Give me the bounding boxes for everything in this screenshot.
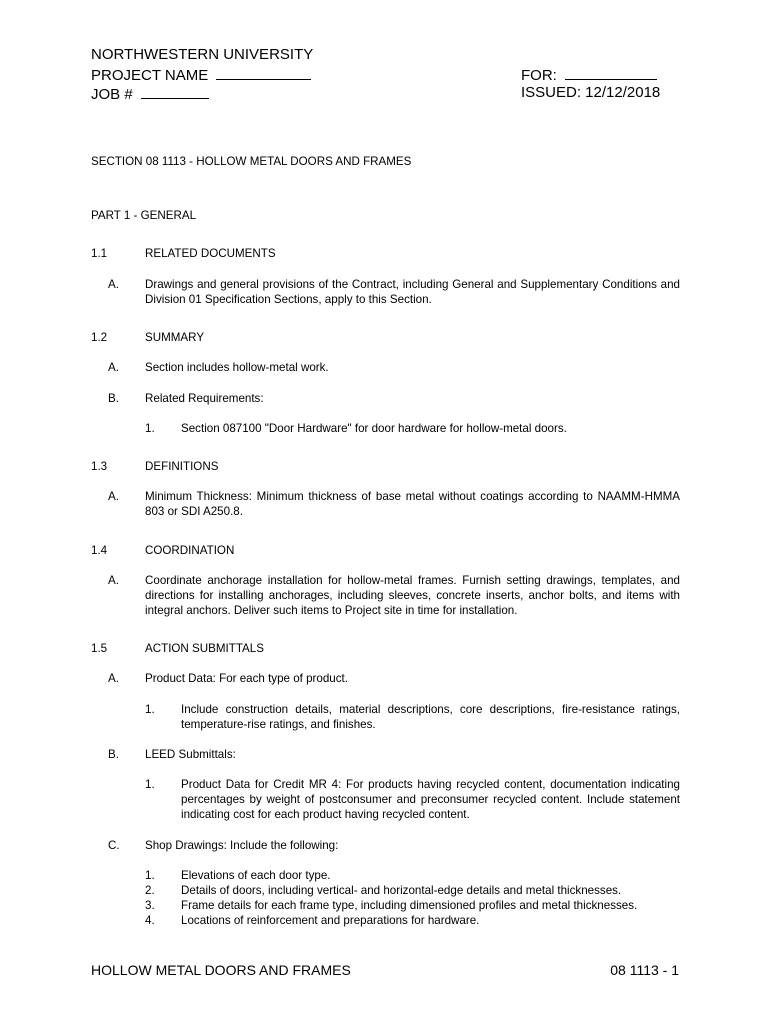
subparagraph-text: Product Data for Credit MR 4: For products having recycled content, documentation indicating percentages by weight of postconsumer and preconsumer recycled content. Include statement indicating cost for each product having recycled content. xyxy=(181,778,680,821)
subparagraph-text: Frame details for each frame type, including dimensioned profiles and metal thicknesses. xyxy=(181,899,638,912)
article-number: 1.3 xyxy=(91,460,108,473)
project-name-blank xyxy=(216,66,311,80)
paragraph-label: B. xyxy=(108,392,119,405)
paragraph-text: Coordinate anchorage installation for hollow-metal frames. Furnish setting drawings, templates, and directions for installing anchorages, including sleeves, concrete inserts, anchor bolts, and items with integral anchors. Deliver such items to Project site in time for installation. xyxy=(145,574,680,617)
subparagraph-label: 1. xyxy=(145,869,155,882)
article-title: RELATED DOCUMENTS xyxy=(145,247,276,260)
for-line xyxy=(521,66,657,84)
paragraph-text: Section includes hollow-metal work. xyxy=(145,361,329,374)
job-number-line xyxy=(91,85,209,103)
part-title: PART 1 - GENERAL xyxy=(91,209,197,222)
for-label: FOR: xyxy=(521,67,557,84)
article-number: 1.5 xyxy=(91,642,108,655)
paragraph-label: A. xyxy=(108,490,119,503)
paragraph-text: Drawings and general provisions of the Contract, including General and Supplementary Conditions and Division 01 Specification Sections, apply to this Section. xyxy=(145,278,680,306)
paragraph-label: B. xyxy=(108,748,119,761)
paragraph-label: C. xyxy=(108,839,120,852)
subparagraph-text: Details of doors, including vertical- and horizontal-edge details and metal thicknesses. xyxy=(181,884,622,897)
article-title: COORDINATION xyxy=(145,544,235,557)
job-number-label: JOB # xyxy=(91,86,133,103)
article-title: DEFINITIONS xyxy=(145,460,219,473)
subparagraph-text: Elevations of each door type. xyxy=(181,869,331,882)
project-name-line xyxy=(91,66,311,84)
paragraph-label: A. xyxy=(108,361,119,374)
paragraph-text: Product Data: For each type of product. xyxy=(145,672,348,685)
subparagraph-text: Locations of reinforcement and preparations for hardware. xyxy=(181,914,480,927)
article-title: ACTION SUBMITTALS xyxy=(145,642,264,655)
subparagraph-label: 1. xyxy=(145,703,155,716)
project-name-label: PROJECT NAME xyxy=(91,67,209,84)
subparagraph-label: 4. xyxy=(145,914,155,927)
paragraph-label: A. xyxy=(108,672,119,685)
paragraph-text: Related Requirements: xyxy=(145,392,264,405)
article-number: 1.1 xyxy=(91,247,108,260)
footer-page-number: 08 1113 - 1 xyxy=(610,962,679,978)
footer-section-name: HOLLOW METAL DOORS AND FRAMES xyxy=(91,962,351,978)
paragraph-text: LEED Submittals: xyxy=(145,748,236,761)
subparagraph-label: 3. xyxy=(145,899,155,912)
subparagraph-text: Section 087100 "Door Hardware" for door hardware for hollow-metal doors. xyxy=(181,422,567,435)
university-name: NORTHWESTERN UNIVERSITY xyxy=(91,46,314,63)
for-blank xyxy=(565,66,657,80)
section-title: SECTION 08 1113 - HOLLOW METAL DOORS AND FRAMES xyxy=(91,155,412,168)
paragraph-text: Minimum Thickness: Minimum thickness of base metal without coatings according to NAAMM-HMMA 803 or SDI A250.8. xyxy=(145,490,680,518)
paragraph-label: A. xyxy=(108,278,119,291)
paragraph-label: A. xyxy=(108,574,119,587)
article-number: 1.2 xyxy=(91,331,108,344)
paragraph-text: Shop Drawings: Include the following: xyxy=(145,839,339,852)
job-number-blank xyxy=(141,85,209,99)
subparagraph-text: Include construction details, material descriptions, core descriptions, fire-resistance ratings, temperature-rise ratings, and finishes. xyxy=(181,703,680,731)
article-title: SUMMARY xyxy=(145,331,205,344)
issued-date: ISSUED: 12/12/2018 xyxy=(521,84,661,101)
subparagraph-label: 1. xyxy=(145,422,155,435)
article-number: 1.4 xyxy=(91,544,108,557)
subparagraph-label: 2. xyxy=(145,884,155,897)
subparagraph-label: 1. xyxy=(145,778,155,791)
